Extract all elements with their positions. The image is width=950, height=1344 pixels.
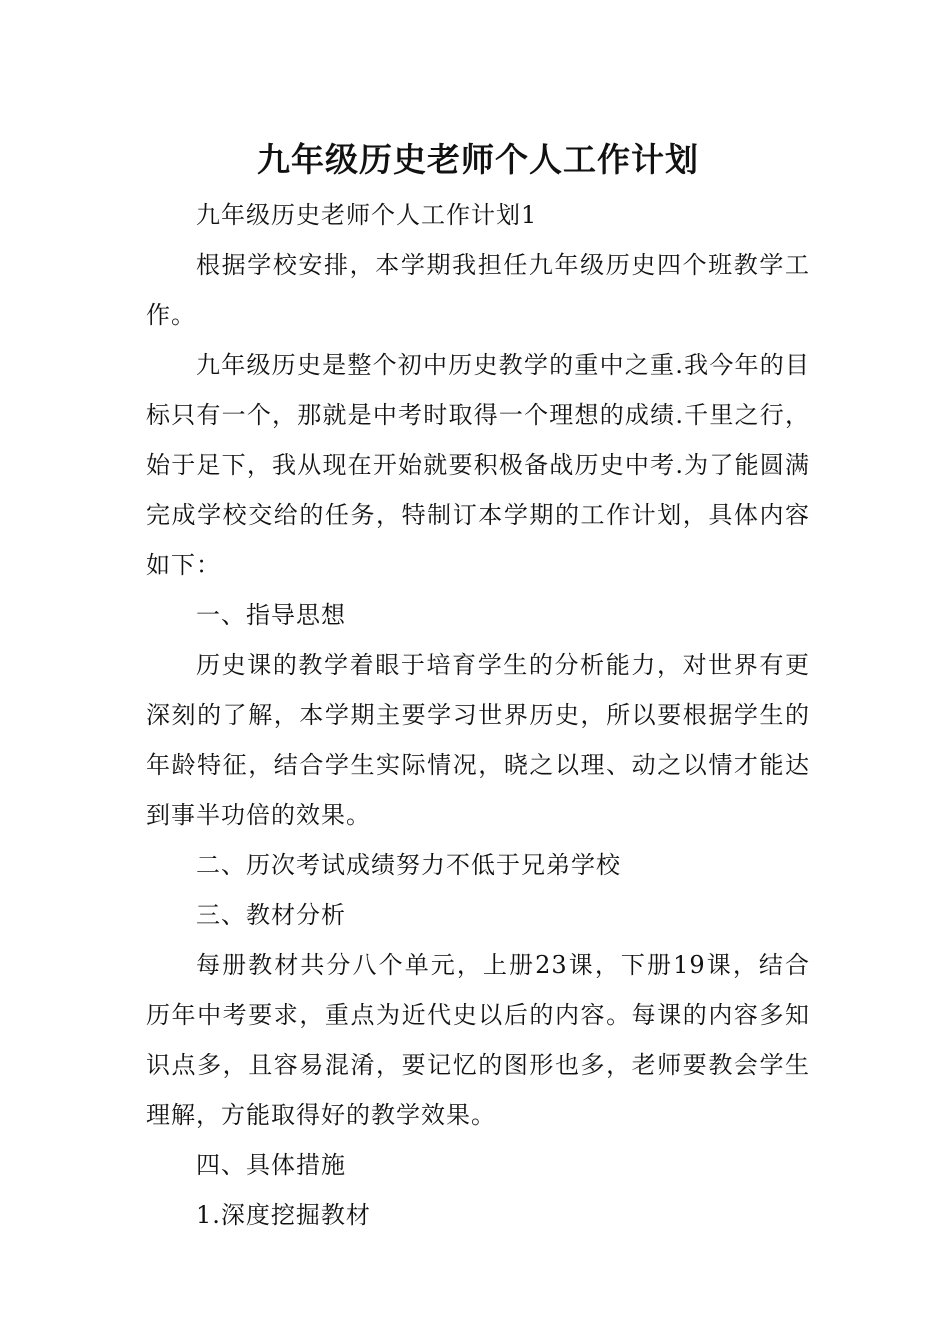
section-heading: 四、具体措施 [196,1151,346,1179]
body-paragraph: 历史课的教学着眼于培育学生的分析能力，对世界有更深刻的了解，本学期主要学习世界历史，所以要根据学生的年龄特征，结合学生实际情况，晓之以理、动之以情才能达到事半功倍的效果。 [146,651,810,829]
body-paragraph: 根据学校安排，本学期我担任九年级历史四个班教学工作。 [146,251,810,329]
document-page [146,120,810,1240]
section-heading: 三、教材分析 [196,901,346,929]
body-paragraph: 九年级历史是整个初中历史教学的重中之重.我今年的目标只有一个，那就是中考时取得一个理想的成绩.千里之行，始于足下，我从现在开始就要积极备战历史中考.为了能圆满完成学校交给的任务，特制订本学期的工作计划，具体内容如下： [146,351,810,579]
list-item: 1.深度挖掘教材 [196,1201,371,1229]
section-heading: 一、指导思想 [196,601,346,629]
section-heading: 二、历次考试成绩努力不低于兄弟学校 [196,851,621,879]
subtitle-paragraph: 九年级历史老师个人工作计划1 [196,201,538,229]
document-title: 九年级历史老师个人工作计划 [257,140,699,179]
body-paragraph: 每册教材共分八个单元，上册23课，下册19课，结合历年中考要求，重点为近代史以后的内容。每课的内容多知识点多，且容易混淆，要记忆的图形也多，老师要教会学生理解，方能取得好的教学效果。 [146,951,810,1129]
